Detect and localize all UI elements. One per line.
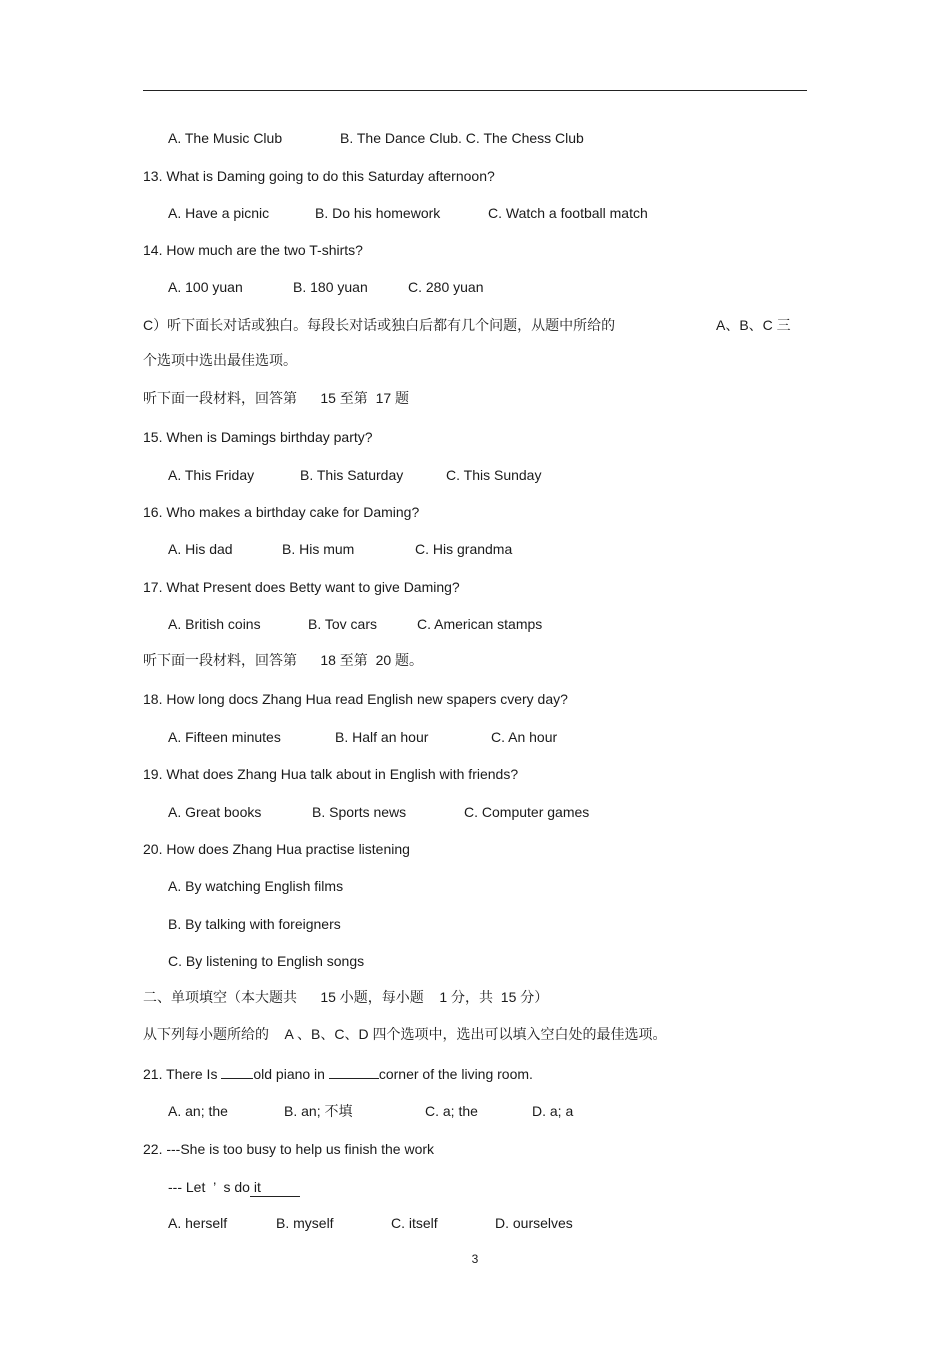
q16-option-b: B. His mum (282, 541, 355, 557)
q21-blank-1 (221, 1065, 253, 1079)
q16-option-c: C. His grandma (415, 541, 513, 557)
q21-blank-2 (329, 1065, 379, 1079)
q20-option-b: B. By talking with foreigners (168, 916, 341, 932)
q19-option-b: B. Sports news (312, 804, 407, 820)
q19-option-c: C. Computer games (464, 804, 590, 820)
q22-option-c: C. itself (391, 1215, 438, 1231)
material-2-heading: 听下面一段材料，回答第 18 至第 20 题。 (143, 652, 424, 668)
q20-option-a: A. By watching English films (168, 878, 344, 894)
q19-stem: 19. What does Zhang Hua talk about in English with friends? (143, 766, 519, 782)
q21-stem-part-1: 21. There Is (143, 1066, 222, 1082)
q15-option-b: B. This Saturday (300, 467, 404, 483)
q21-option-c: C. a; the (425, 1103, 478, 1119)
q22-reply-blank: it (250, 1178, 300, 1197)
q22-option-b: B. myself (276, 1215, 334, 1231)
q13-stem: 13. What is Daming going to do this Saturday afternoon? (143, 168, 495, 184)
part-2-instruction: 从下列每小题所给的 A 、B、C、D 四个选项中，选出可以填入空白处的最佳选项。 (143, 1026, 667, 1042)
q17-stem: 17. What Present does Betty want to give Daming? (143, 579, 460, 595)
q22-reply-part-1: --- Let ’ s do (168, 1179, 250, 1195)
q17-option-a: A. British coins (168, 616, 261, 632)
q21-stem-part-3: corner of the living room. (378, 1066, 533, 1082)
q21-stem-part-2: old piano in (253, 1066, 329, 1082)
q18-option-a: A. Fifteen minutes (168, 729, 281, 745)
q21-option-a: A. an; the (168, 1103, 228, 1119)
q21-option-d: D. a; a (532, 1103, 574, 1119)
q13-option-c: C. Watch a football match (488, 205, 648, 221)
q22-option-d: D. ourselves (495, 1215, 573, 1231)
q15-option-a: A. This Friday (168, 467, 255, 483)
section-c-instruction-2: 个选项中选出最佳选项。 (143, 352, 297, 368)
q14-option-a: A. 100 yuan (168, 279, 243, 295)
q20-stem: 20. How does Zhang Hua practise listening (143, 841, 410, 857)
section-c-instruction-1: C）听下面长对话或独白。每段长对话或独白后都有几个问题，从题中所给的 (143, 317, 616, 333)
q18-option-b: B. Half an hour (335, 729, 429, 745)
part-2-title: 二、单项填空（本大题共 15 小题，每小题 1 分，共 15 分） (143, 989, 549, 1005)
q22-option-a: A. herself (168, 1215, 228, 1231)
q15-stem: 15. When is Damings birthday party? (143, 429, 373, 445)
q21-stem (143, 1065, 533, 1083)
q14-option-c: C. 280 yuan (408, 279, 484, 295)
q18-option-c: C. An hour (491, 729, 558, 745)
header-rule (143, 90, 807, 91)
q16-stem: 16. Who makes a birthday cake for Daming? (143, 504, 420, 520)
page-number: 3 (471, 1252, 479, 1266)
q17-option-c: C. American stamps (417, 616, 543, 632)
q22-reply (168, 1178, 300, 1197)
q20-option-c: C. By listening to English songs (168, 953, 365, 969)
q21-option-b: B. an; 不填 (284, 1103, 353, 1119)
q22-stem: 22. ---She is too busy to help us finish the work (143, 1141, 435, 1157)
q19-option-a: A. Great books (168, 804, 262, 820)
material-1-heading: 听下面一段材料，回答第 15 至第 17 题 (143, 390, 410, 406)
q15-option-c: C. This Sunday (446, 467, 542, 483)
q14-option-b: B. 180 yuan (293, 279, 368, 295)
section-c-instruction-1-right: A、B、C 三 (716, 317, 791, 333)
q16-option-a: A. His dad (168, 541, 233, 557)
q17-option-b: B. Tov cars (308, 616, 377, 632)
q12-option-a: A. The Music Club (168, 130, 283, 146)
q13-option-b: B. Do his homework (315, 205, 441, 221)
q14-stem: 14. How much are the two T-shirts? (143, 242, 363, 258)
q18-stem: 18. How long docs Zhang Hua read English new spapers cvery day? (143, 691, 568, 707)
q12-option-b-c: B. The Dance Club. C. The Chess Club (340, 130, 584, 146)
q13-option-a: A. Have a picnic (168, 205, 270, 221)
